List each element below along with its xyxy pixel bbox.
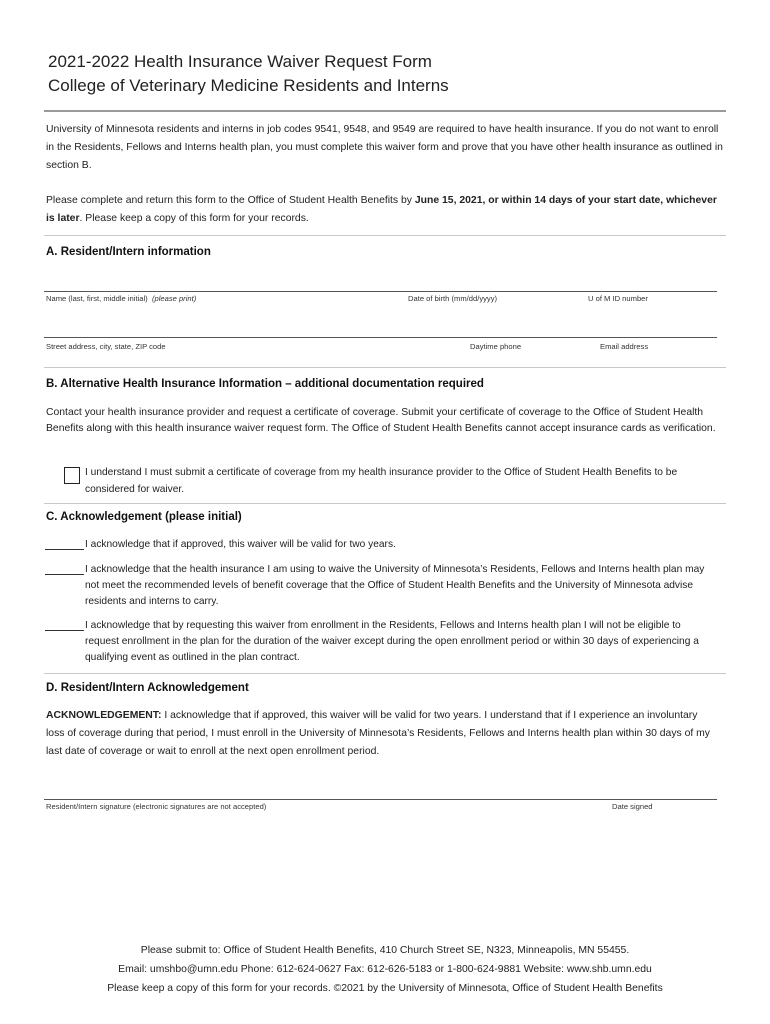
address-field-label: Street address, city, state, ZIP code xyxy=(46,342,166,351)
umid-field-label: U of M ID number xyxy=(588,294,648,303)
coverage-certificate-checkbox[interactable] xyxy=(64,467,80,484)
title-divider xyxy=(44,110,726,112)
acknowledgement-lead: ACKNOWLEDGEMENT: xyxy=(46,710,162,721)
acknowledgement-text: I acknowledge that if approved, this waiver will be valid for two years. I understand that if I experience an involuntary loss of coverage during that period, I must enroll in the University of Minnesota’s Residents, Fellows and Interns health plan within 30 days of my last date of coverage or wait to enroll at the next open enrollment period. xyxy=(46,710,710,757)
footer-submit-address: Please submit to: Office of Student Health Benefits, 410 Church Street SE, N323, Minneapolis, MN 55455. xyxy=(140,945,630,956)
section-c-heading: C. Acknowledgement (please initial) xyxy=(46,511,242,523)
dob-field-label: Date of birth (mm/dd/yyyy) xyxy=(408,294,498,303)
footer-copyright: Please keep a copy of this form for your records. ©2021 by the University of Minnesota, Office of Student Health Benefits xyxy=(107,983,663,994)
address-phone-email-field-line[interactable] xyxy=(44,337,717,338)
signature-field-label: Resident/Intern signature (electronic signatures are not accepted) xyxy=(46,802,267,811)
signature-field-line[interactable] xyxy=(44,799,717,800)
acknowledgement-item-1: I acknowledge that if approved, this waiver will be valid for two years. xyxy=(45,537,715,553)
initial-blank-2[interactable] xyxy=(45,574,84,575)
email-field-label: Email address xyxy=(600,342,649,351)
return-instructions-tail: . Please keep a copy of this form for your records. xyxy=(79,213,309,224)
section-divider xyxy=(44,235,726,236)
section-divider xyxy=(44,367,726,368)
initial-blank-1[interactable] xyxy=(45,549,84,550)
acknowledgement-item-3: I acknowledge that by requesting this waiver from enrollment in the Residents, Fellows and Interns health plan I will not be eligible to request enrollment in the plan for the duration of the waiver except during the open enrollment period or within 30 days of experiencing a qualifying event as outlined in the plan contract. xyxy=(45,618,715,666)
acknowledgement-item-2: I acknowledge that the health insurance I am using to waive the University of Minnesota’s Residents, Fellows and Interns health plan may not meet the recommended levels of benefit coverage that the Office of Student Health Benefits and the University of Minnesota advise residents and interns to carry. xyxy=(45,562,715,610)
deadline-text: June 15, 2021, or within 14 days of your start date, whichever is later xyxy=(46,195,717,224)
intro-paragraph: University of Minnesota residents and interns in job codes 9541, 9548, and 9549 are required to have health insurance. If you do not want to enroll in the Residents, Fellows and Interns health plan, you must complete this waiver form and prove that you have other health insurance as outlined in section B. xyxy=(46,124,723,171)
form-title: 2021-2022 Health Insurance Waiver Request Form xyxy=(48,52,432,71)
form-title-block xyxy=(48,50,449,98)
name-dob-id-field-line[interactable] xyxy=(44,291,717,292)
section-a-heading: A. Resident/Intern information xyxy=(46,246,211,258)
section-b-body: Contact your health insurance provider and request a certificate of coverage. Submit your certificate of coverage to the Office of Student Health Benefits along with this health insurance waiver request form. The Office of Student Health Benefits cannot accept insurance cards as verification. xyxy=(46,407,716,434)
date-signed-label: Date signed xyxy=(612,802,653,811)
return-instructions xyxy=(46,192,726,228)
section-d-heading: D. Resident/Intern Acknowledgement xyxy=(46,682,249,694)
section-d-body xyxy=(46,707,718,761)
return-instructions-lead: Please complete and return this form to the Office of Student Health Benefits by xyxy=(46,195,415,206)
section-divider xyxy=(44,673,726,674)
footer-contact-info: Email: umshbo@umn.edu Phone: 612-624-0627 Fax: 612-626-5183 or 1-800-624-9881 Website: www.shb.umn.edu xyxy=(118,964,652,975)
section-divider xyxy=(44,503,726,504)
form-subtitle: College of Veterinary Medicine Residents and Interns xyxy=(48,76,449,95)
section-b-heading: B. Alternative Health Insurance Information – additional documentation required xyxy=(46,378,484,390)
coverage-certificate-checkbox-label: I understand I must submit a certificate of coverage from my health insurance provider to the Office of Student Health Benefits to be considered for waiver. xyxy=(85,467,678,495)
name-field-hint: (please print) xyxy=(151,294,197,303)
name-field-label: Name (last, first, middle initial) (please print) xyxy=(46,294,197,303)
phone-field-label: Daytime phone xyxy=(470,342,522,351)
initial-blank-3[interactable] xyxy=(45,630,84,631)
